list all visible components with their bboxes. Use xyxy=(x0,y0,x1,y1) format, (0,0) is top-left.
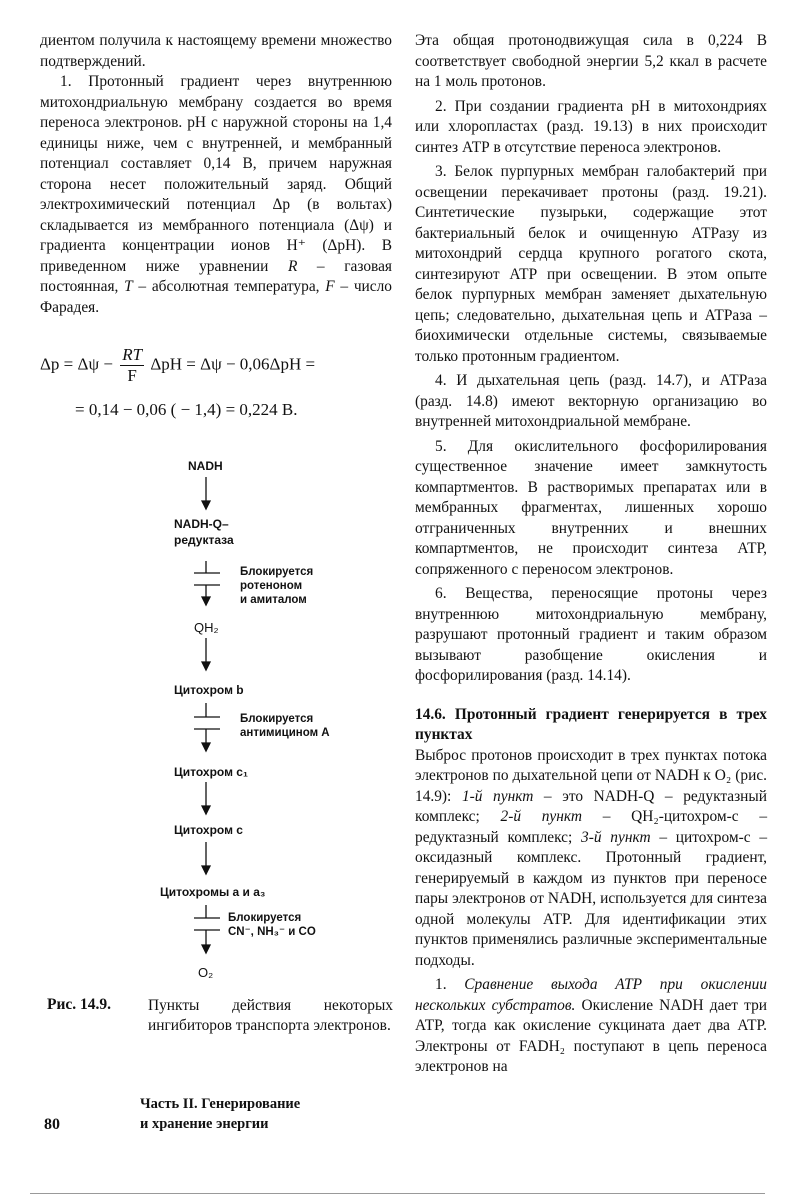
paragraph-pmf: Эта общая протонодвижущая сила в 0,224 В соответствует свободной энергии 5,2 ккал в расчете на 1 моль протонов. xyxy=(415,32,767,90)
note-rotenone: Блокируется ротеноном и амиталом xyxy=(240,566,314,606)
left-column xyxy=(40,31,392,318)
running-footer: Часть II. Генерирование и хранение энергии xyxy=(140,1096,301,1132)
figure-14-9-diagram xyxy=(140,455,380,990)
node-reductase: редуктаза xyxy=(174,533,234,547)
paragraph-7: Выброс протонов происходит в трех пунктах потока электронов по дыхательной цепи от NADH к O₂ (рис. 14.9): 1-й пункт – это NADH-Q – редуктазный комплекс; 2-й пункт – QH₂-цитохром-c – редуктазный комплекс; 3-й пункт – цитохром-c – оксидазный комплекс. Протонный градиент, генерируемый в каждом из пунктов при переносе пары электронов от NADH, используется для синтеза одной молекулы АТР. Для идентификации этих пунктов применялись различные экспериментальные подходы. xyxy=(415,746,768,969)
figure-caption-label: Рис. 14.9. xyxy=(47,996,112,1013)
node-cyt-b: Цитохром b xyxy=(174,683,244,697)
right-column xyxy=(415,31,767,1078)
note-cyanide: Блокируется CN⁻, NH₃⁻ и CO xyxy=(228,912,316,938)
equation-line-2: = 0,14 − 0,06 ( − 1,4) = 0,224 В. xyxy=(75,400,298,419)
node-o2: O₂ xyxy=(198,965,214,980)
paragraph-5: 5. Для окислительного фосфорилирования существенное значение имеет замкнутость компартментов. В растворимых препаратах или в мембранных фрагментах, лишенных хорошо отграниченных внутренних и внешних компартментов, не происходит синтеза АТР, сопряженного с переносом электронов. xyxy=(415,437,767,578)
figure-caption-text: Пункты действия некоторых ингибиторов транспорта электронов. xyxy=(148,997,393,1034)
paragraph-4: 4. И дыхательная цепь (разд. 14.7), и АТРаза (разд. 14.8) имеют векторную организацию во внутренней митохондриальной мембране. xyxy=(415,372,767,430)
note-antimycin: Блокируется антимицином А xyxy=(240,713,330,739)
paragraph-6: 6. Вещества, переносящие протоны через внутреннюю митохондриальную мембрану, разрушают протонный градиент и таким образом вызывают разобщение окисления и фосфорилирования (разд. 14.14). xyxy=(415,585,767,684)
node-nadh: NADH xyxy=(188,459,223,473)
paragraph-8: 1. Сравнение выхода АТР при окислении нескольких субстратов. Окисление NADH дает три АТР, тогда как окисление сукцината дает два АТР. Электроны от FADH₂ поступают в цепь переноса электронов на xyxy=(415,976,768,1075)
node-cyt-c1: Цитохром c₁ xyxy=(174,765,248,779)
paragraph-intro-tail: диентом получила к настоящему времени множество подтверждений. xyxy=(40,32,392,70)
node-nadh-q: NADH-Q– xyxy=(174,517,229,531)
node-qh2: QH₂ xyxy=(194,620,219,635)
section-heading: 14.6. Протонный градиент генерируется в трех пунктах xyxy=(415,705,767,743)
paragraph-3: 3. Белок пурпурных мембран галобактерий при освещении перекачивает протоны (разд. 19.21). Синтетические пузырьки, содержащие этот бактериальный белок и очищенную АТРазу из митохондрий сердца крупного рогатого скота, синтезируют АТР при освещении. В этом опыте белок пурпурных мембран заменяет дыхательную цепь; следовательно, дыхательная цепь и АТРаза – биохимически отдельные системы, связываемые только протонным градиентом. xyxy=(415,163,767,365)
bottom-rule xyxy=(30,1193,765,1194)
page-number: 80 xyxy=(44,1116,60,1133)
fraction-rt-over-f: $\frac{RT}{F}$ xyxy=(122,345,143,385)
paragraph-2: 2. При создании градиента pH в митохондриях или хлоропластах (разд. 19.13) в них происходит синтез АТР в отсутствие переноса электронов. xyxy=(415,97,767,156)
node-cyt-c: Цитохром c xyxy=(174,823,243,837)
node-cyt-a-a3: Цитохромы a и a₃ xyxy=(160,885,266,899)
paragraph-1: 1. Протонный градиент через внутреннюю митохондриальную мембрану создается во время переноса электронов. pH с наружной стороны на 1,4 единицы ниже, чем с внутренней, и мембранный потенциал составляет 0,14 В, причем наружная сторона несет положительный заряд. Общий электрохимический потенциал Δp (в вольтах) складывается из мембранного потенциала (Δψ) и градиента концентрации ионов H⁺ (ΔpH). В приведенном ниже уравнении R – газовая постоянная, T – абсолютная температура, F – число Фарадея. xyxy=(40,73,393,316)
equation-line-1: Δp = Δψ − $\frac{RT}{F}$ ΔpH = Δψ − 0,06ΔpH = xyxy=(40,345,316,385)
